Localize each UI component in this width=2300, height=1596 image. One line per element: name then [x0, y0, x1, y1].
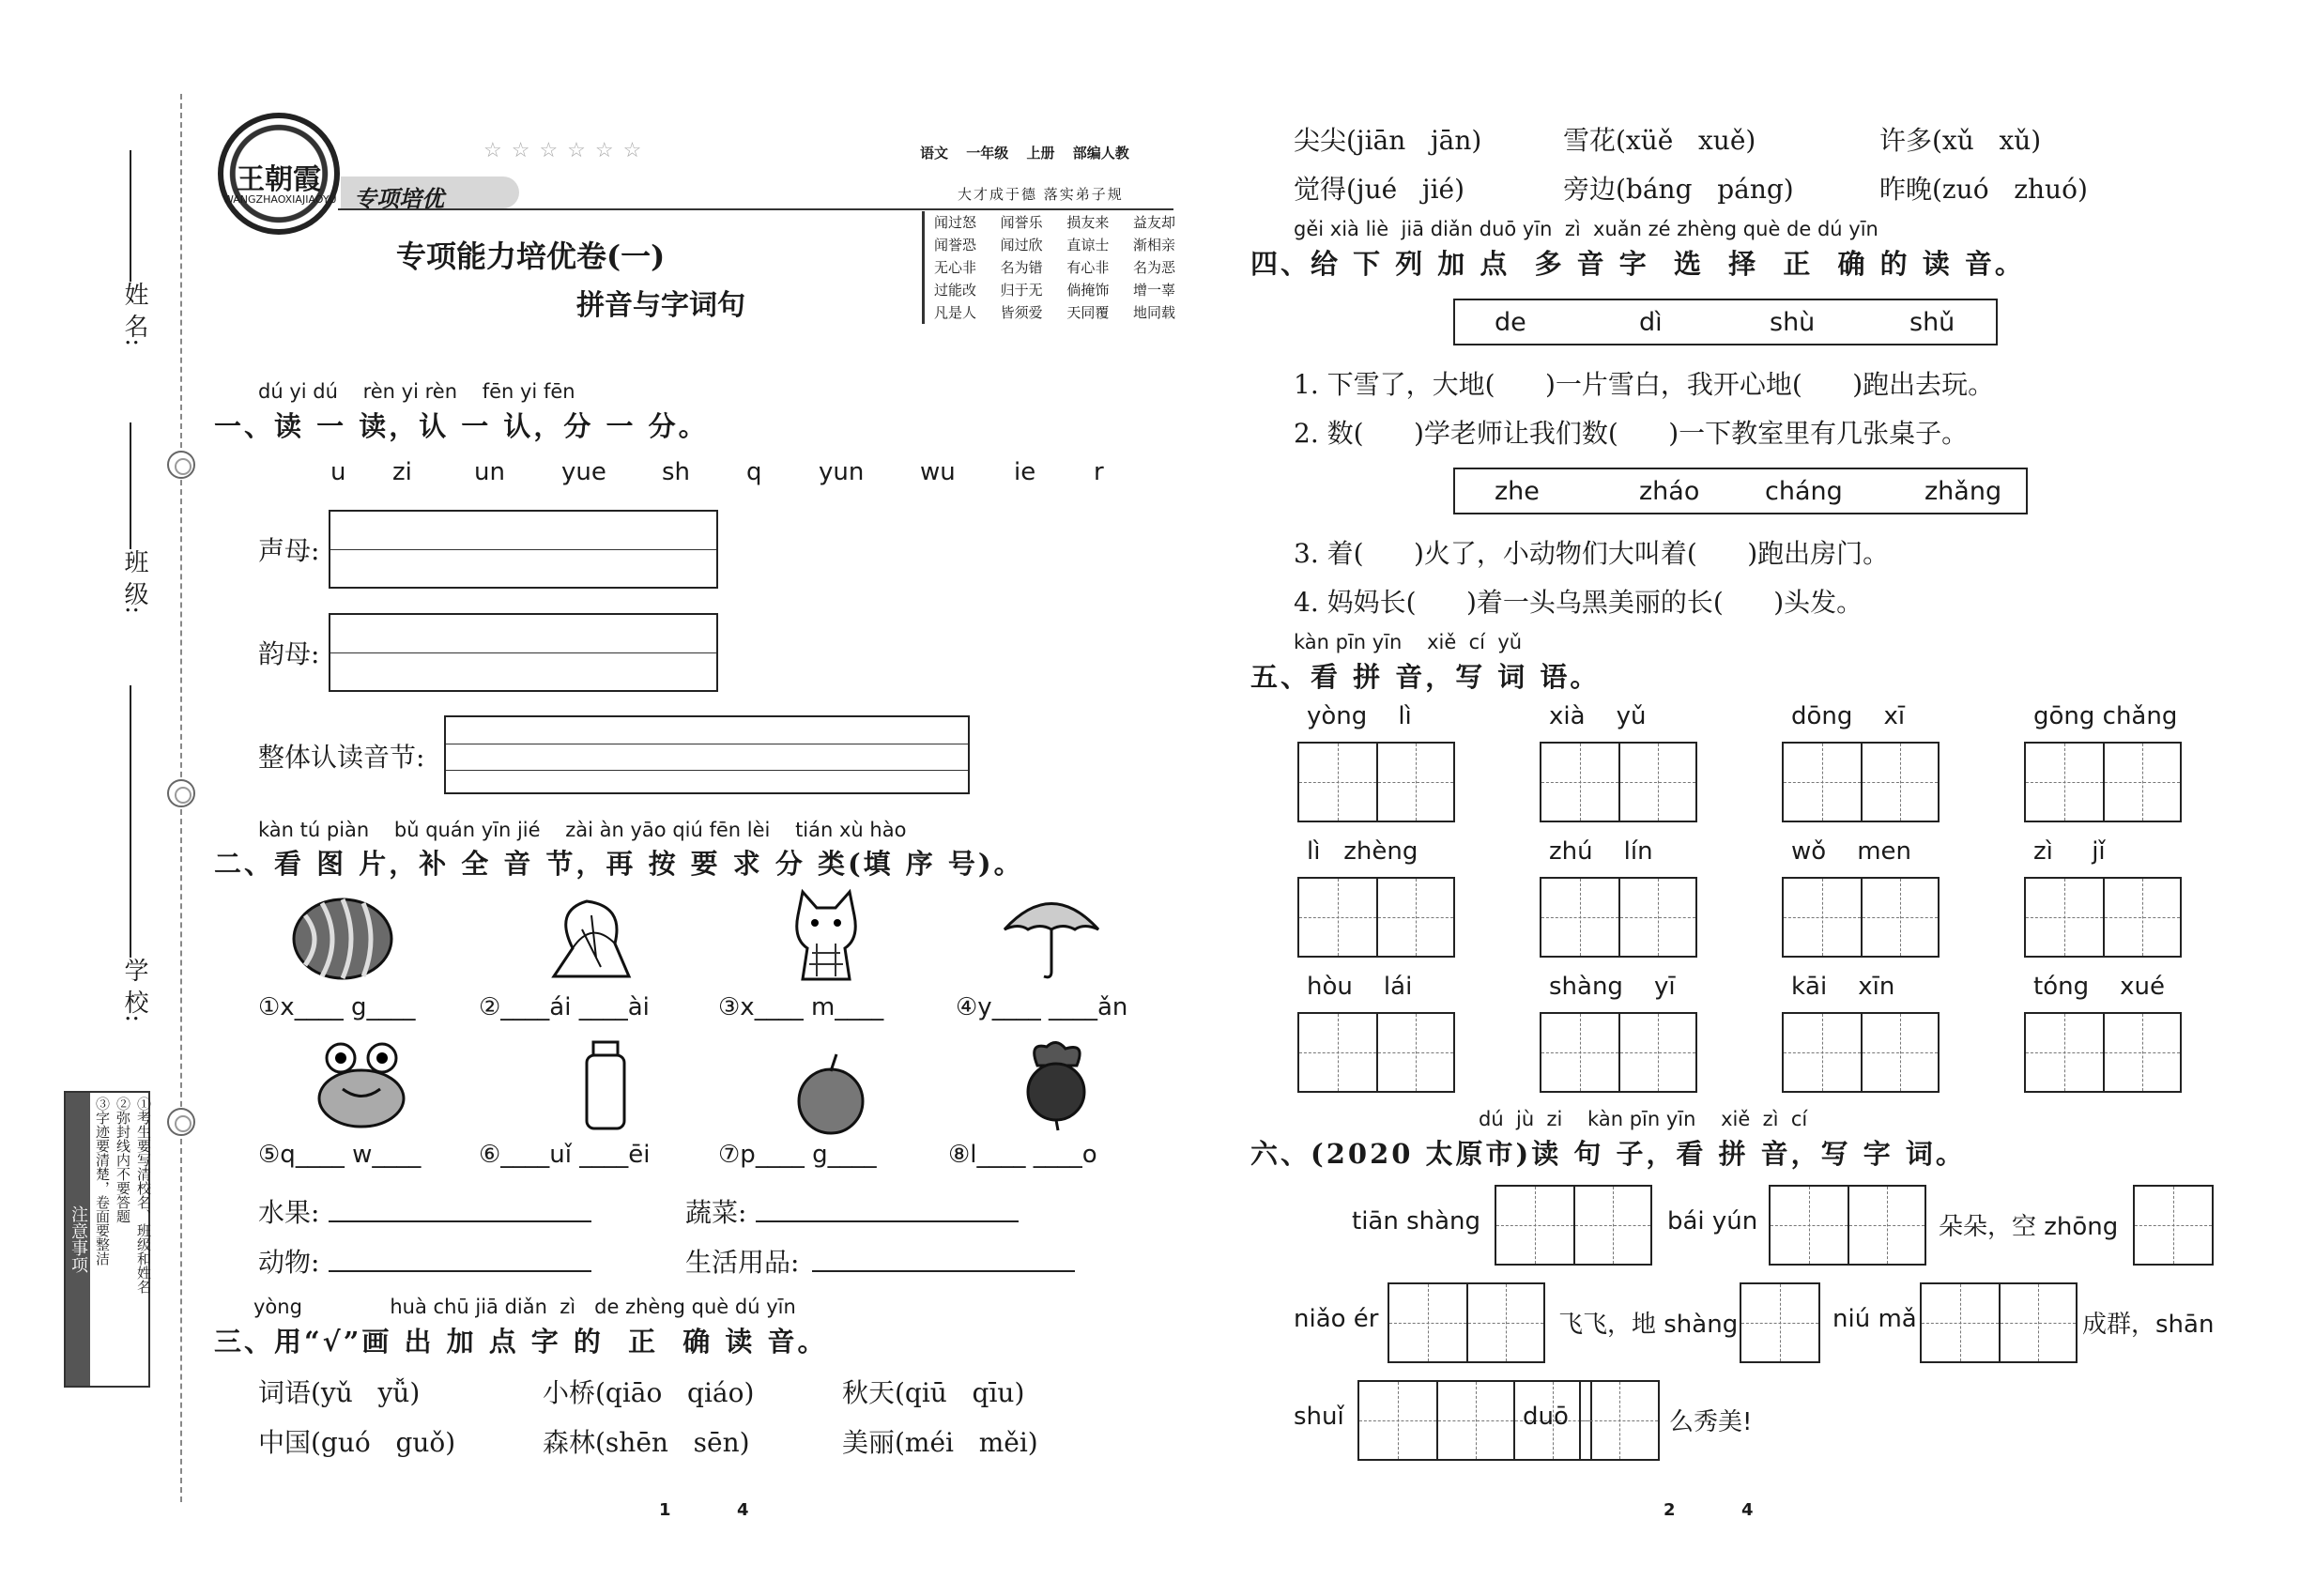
s6-text: bái yún [1667, 1207, 1758, 1235]
s3-item: 秋天(qiū qīu) [842, 1377, 1025, 1408]
frog-icon [305, 1037, 418, 1131]
s4-option: shù [1770, 308, 1816, 337]
s2-row2-item: ⑤q____ w____ [258, 1141, 422, 1169]
rhyme-word: 倘掩饰 [1066, 282, 1110, 299]
tzg-answer[interactable] [1740, 1282, 1820, 1363]
s4-title: 四、给 下 列 加 点 多 音 字 选 择 正 确 的 读 音。 [1250, 248, 2025, 280]
tzg-answer[interactable] [1769, 1185, 1926, 1266]
notice-box [64, 1091, 150, 1388]
vegetable-label: 蔬菜: [685, 1197, 747, 1228]
s5-pinyin-word: yòng lì [1307, 702, 1412, 730]
page-title: 专项能力培优卷(一) [396, 238, 666, 274]
s1-item: yue [561, 458, 606, 486]
s1-item: u [330, 458, 346, 486]
header-rule [338, 208, 1173, 210]
s3-item: 中国(guó guǒ) [258, 1427, 456, 1458]
tzg-answer[interactable] [1388, 1282, 1545, 1363]
rhyme-word: 益友却 [1132, 214, 1175, 231]
s3-item: 美丽(méi měi) [842, 1427, 1038, 1458]
brand-logo [218, 113, 340, 235]
tzg-answer[interactable] [1579, 1380, 1660, 1461]
tzg-answer[interactable] [1920, 1282, 2078, 1363]
s1-title: 一、读 一 读，认 一 认，分 一 分。 [214, 410, 709, 442]
yunmu-answer-box[interactable] [329, 613, 718, 692]
s4-option: zhǎng [1924, 477, 2002, 506]
s1-item: r [1094, 458, 1104, 486]
cat-icon [770, 887, 882, 981]
crumb-edition: 部编人教 [1072, 145, 1129, 161]
s2-title: 二、看 图 片，补 全 音 节，再 按 要 求 分 类(填 序 号)。 [214, 848, 1024, 880]
class-label: 班 级: [120, 549, 148, 615]
logo-sub: WANGZHAOXIAJIAOYU [223, 193, 337, 206]
radish-icon [1000, 1037, 1112, 1131]
s6-text: 么秀美! [1669, 1408, 1753, 1436]
tzg-answer[interactable] [2024, 1012, 2182, 1093]
s2-row2-item: ⑦p____ g____ [718, 1141, 877, 1169]
s1-item: sh [662, 458, 691, 486]
page-total: 4 [1741, 1500, 1754, 1520]
s6-text: niú mǎ [1832, 1305, 1917, 1333]
daily-label: 生活用品: [685, 1247, 800, 1278]
binding-hole [167, 1108, 195, 1136]
s2-row1-item: ③x____ m____ [718, 993, 884, 1021]
page-number: 2 [1664, 1500, 1676, 1520]
s1-item: ie [1014, 458, 1036, 486]
s2-row1-item: ②____ái ____ài [479, 993, 650, 1021]
tzg-answer[interactable] [1782, 742, 1940, 822]
s6-text: shuǐ [1294, 1403, 1344, 1431]
rhyme-word: 无心非 [934, 259, 977, 276]
s4-options-2 [1453, 468, 2028, 514]
watermelon-icon [286, 892, 399, 986]
tag-label: 专项培优 [341, 176, 519, 208]
s2-row2-item: ⑧l____ ____o [948, 1141, 1097, 1169]
s5-pinyin-word: kāi xīn [1791, 973, 1895, 1001]
notice-head: 注意事项 [66, 1093, 90, 1386]
s6-text: 朵朵，空 zhōng [1939, 1213, 2119, 1241]
school-line [130, 685, 131, 958]
s4-options-1 [1453, 299, 1998, 345]
s4-question: 2. 数( )学老师让我们数( )一下教室里有几张桌子。 [1294, 418, 1969, 449]
cabbage-icon [535, 892, 648, 986]
s5-title: 五、看 拼 音，写 词 语。 [1250, 661, 1601, 693]
rhyme-word: 闻过怒 [934, 214, 977, 231]
s3b-item: 许多(xǔ xǔ) [1879, 125, 2042, 156]
s5-pinyin-word: lì zhèng [1307, 837, 1418, 866]
rhyme-row [934, 301, 1175, 324]
s3b-item: 雪花(xüě xuě) [1563, 125, 1756, 156]
s6-text: 飞飞，地 shàng [1558, 1311, 1739, 1339]
rhyme-word: 名为错 [1000, 259, 1043, 276]
shengmu-answer-box[interactable] [329, 510, 718, 589]
zhengti-answer-box[interactable] [444, 715, 970, 794]
tzg-answer[interactable] [2024, 742, 2182, 822]
s4-question: 3. 着( )火了，小动物们大叫着( )跑出房门。 [1294, 538, 1890, 569]
s4-question: 4. 妈妈长( )着一头乌黑美丽的长( )头发。 [1294, 587, 1863, 618]
rhyme-word: 有心非 [1066, 259, 1110, 276]
page-subtitle: 拼音与字词句 [576, 289, 745, 322]
s4-pinyin: gěi xià liè jiā diǎn duō yīn zì xuǎn zé zhèng què de dú yīn [1294, 218, 1878, 240]
s5-pinyin-word: dōng xī [1791, 702, 1906, 730]
motto: 大才成于德 落实弟子规 [958, 186, 1124, 203]
s5-pinyin-word: hòu lái [1307, 973, 1413, 1001]
fruit-label: 水果: [258, 1197, 320, 1228]
s3b-item: 旁边(báng páng) [1563, 174, 1794, 205]
tzg-answer[interactable] [1540, 1012, 1697, 1093]
s2-row1-item: ④y____ ____ǎn [956, 993, 1128, 1021]
rhyme-word: 闻誉乐 [1000, 214, 1043, 231]
tzg-answer[interactable] [2024, 877, 2182, 958]
rhyme-word: 地同载 [1132, 304, 1175, 321]
class-line [130, 422, 131, 549]
s6-title: 六、(2020 太原市)读 句 子，看 拼 音，写 字 词。 [1250, 1138, 1966, 1170]
s2-row2-item: ⑥____uǐ ____ēi [479, 1141, 651, 1169]
s5-pinyin-word: shàng yī [1549, 973, 1676, 1001]
rhyme-row [934, 211, 1175, 234]
s4-option: zháo [1639, 477, 1700, 506]
rhyme-word: 闻誉恐 [934, 237, 977, 253]
s5-pinyin-word: tóng xué [2033, 973, 2166, 1001]
notice-item: ③字迹要清楚，卷面要整洁 [94, 1097, 111, 1266]
crumb-subject: 语文 [920, 145, 949, 161]
tzg-answer[interactable] [1297, 742, 1455, 822]
s4-option: cháng [1765, 477, 1843, 506]
rhyme-word: 归于无 [1000, 282, 1043, 299]
rhyme-word: 渐相亲 [1132, 237, 1175, 253]
rhyme-word: 皆须爱 [1000, 304, 1043, 321]
zhengti-label: 整体认读音节: [258, 742, 425, 773]
s6-text: 成群，shān [2082, 1311, 2215, 1339]
s1-item: zi [392, 458, 412, 486]
breadcrumb [920, 143, 1142, 162]
name-label: 姓 名: [120, 282, 148, 347]
tzg-answer[interactable] [1782, 877, 1940, 958]
animal-label: 动物: [258, 1247, 320, 1278]
s4-option: de [1495, 308, 1526, 337]
s6-text: tiān shàng [1352, 1207, 1481, 1235]
s3-item: 森林(shēn sēn) [543, 1427, 750, 1458]
s1-item: wu [920, 458, 956, 486]
s3b-item: 昨晚(zuó zhuó) [1879, 174, 2088, 205]
rhyme-word: 天同覆 [1066, 304, 1110, 321]
s3-title: 三、用“√”画 出 加 点 字 的 正 确 读 音。 [214, 1326, 828, 1358]
tzg-answer[interactable] [2133, 1185, 2214, 1266]
s6-text: duō [1523, 1403, 1569, 1431]
rhyme-block [922, 211, 1175, 324]
s3-item: 词语(yǔ yǚ) [258, 1377, 421, 1408]
bottle-icon [549, 1037, 662, 1131]
vegetable-answer-line[interactable] [756, 1220, 1019, 1222]
page-number: 1 [659, 1500, 671, 1520]
rhyme-row [934, 256, 1175, 279]
s6-pinyin: dú jù zi kàn pīn yīn xiě zì cí [1479, 1108, 1808, 1130]
tzg-answer[interactable] [1540, 742, 1697, 822]
s5-pinyin: kàn pīn yīn xiě cí yǔ [1294, 631, 1523, 653]
daily-answer-line[interactable] [812, 1270, 1075, 1272]
binding-hole [167, 451, 195, 479]
s4-option: dì [1639, 308, 1663, 337]
s1-item: q [746, 458, 762, 486]
s1-item: un [474, 458, 505, 486]
s6-text: niǎo ér [1294, 1305, 1379, 1333]
tzg-answer[interactable] [1782, 1012, 1940, 1093]
rhyme-word: 损友来 [1066, 214, 1110, 231]
umbrella-icon [995, 887, 1108, 981]
name-line [130, 150, 131, 282]
tzg-answer[interactable] [1297, 1012, 1455, 1093]
tzg-answer[interactable] [1495, 1185, 1652, 1266]
s1-item: yun [819, 458, 865, 486]
page-total: 4 [737, 1500, 749, 1520]
rhyme-word: 增一辜 [1132, 282, 1175, 299]
s2-pinyin: kàn tú piàn bǔ quán yīn jié zài àn yāo qiú fēn lèi tián xù hào [258, 819, 907, 841]
s1-pinyin: dú yi dú rèn yi rèn fēn yi fēn [258, 380, 575, 403]
s4-option: zhe [1495, 477, 1540, 506]
s5-pinyin-word: wǒ men [1791, 837, 1912, 866]
rhyme-word: 凡是人 [934, 304, 977, 321]
tzg-answer[interactable] [1540, 877, 1697, 958]
s2-row1-item: ①x____ g____ [258, 993, 416, 1021]
apple-icon [774, 1047, 887, 1141]
binding-hole [167, 779, 195, 807]
yunmu-label: 韵母: [258, 638, 320, 669]
s3-item: 小桥(qiāo qiáo) [543, 1377, 755, 1408]
rhyme-word: 直谅士 [1066, 237, 1110, 253]
rhyme-row [934, 279, 1175, 301]
school-label: 学 校: [120, 958, 148, 1023]
crumb-term: 上册 [1026, 145, 1055, 161]
s5-pinyin-word: xià yǔ [1549, 702, 1647, 730]
animal-answer-line[interactable] [329, 1270, 591, 1272]
rhyme-word: 过能改 [934, 282, 977, 299]
rhyme-row [934, 234, 1175, 256]
notice-item: ①考生要写清校名、班级和姓名 [135, 1097, 152, 1294]
rhyme-word: 闻过欣 [1000, 237, 1043, 253]
s3-pinyin: yòng huà chū jiā diǎn zì de zhèng què dú yīn [253, 1296, 796, 1318]
s3b-item: 觉得(jué jié) [1294, 174, 1465, 205]
s5-pinyin-word: zì jǐ [2033, 837, 2106, 866]
s4-option: shǔ [1909, 308, 1955, 337]
notice-item: ②弥封线内不要答题 [115, 1097, 131, 1223]
rating-stars: ☆☆☆☆☆☆ [483, 139, 652, 162]
tzg-answer[interactable] [1297, 877, 1455, 958]
logo-name: 王朝霞 [237, 163, 321, 196]
fruit-answer-line[interactable] [329, 1220, 591, 1222]
s3b-item: 尖尖(jiān jān) [1294, 125, 1482, 156]
s5-pinyin-word: zhú lín [1549, 837, 1653, 866]
s5-pinyin-word: gōng chǎng [2033, 702, 2178, 730]
shengmu-label: 声母: [258, 535, 320, 566]
notice-body [90, 1093, 156, 1386]
crumb-grade: 一年级 [966, 145, 1009, 161]
s4-question: 1. 下雪了，大地( )一片雪白，我开心地( )跑出去玩。 [1294, 369, 1995, 400]
rhyme-word: 名为恶 [1132, 259, 1175, 276]
